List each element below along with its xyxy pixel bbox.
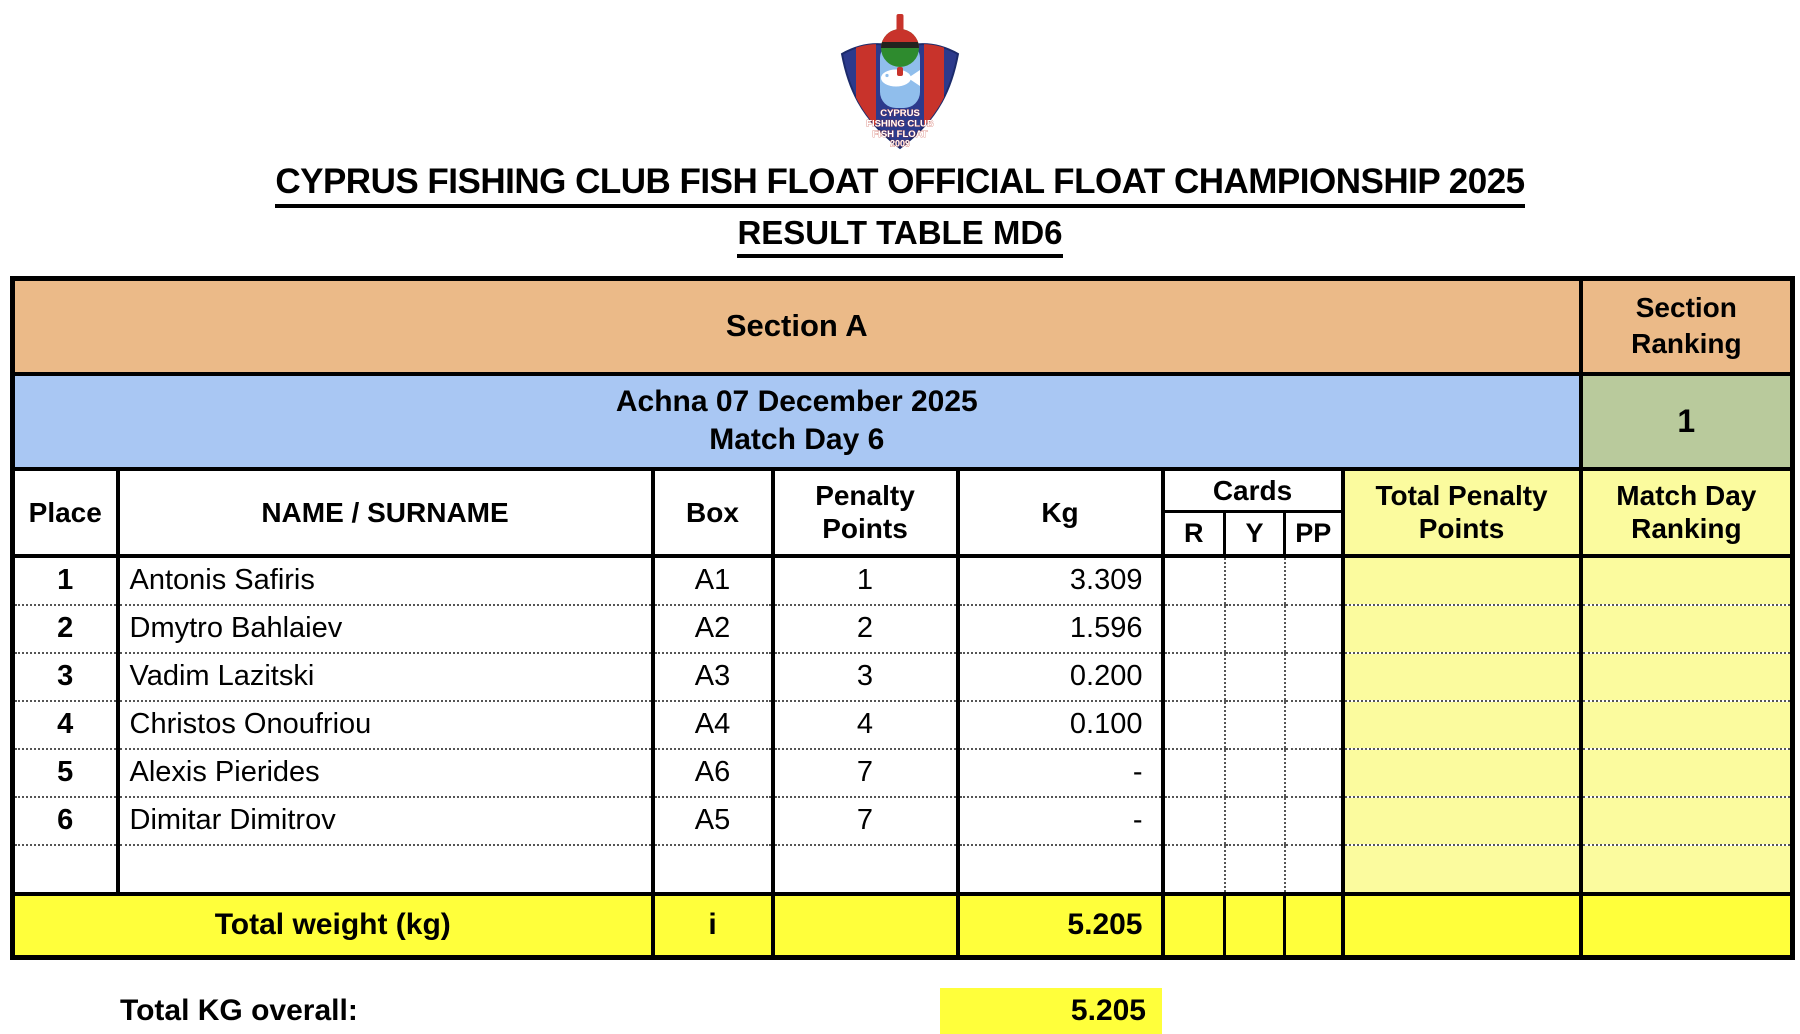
- name-cell: Dimitar Dimitrov: [118, 797, 653, 845]
- total-box-cell: i: [653, 894, 773, 958]
- card-pp-cell: [1285, 845, 1343, 894]
- svg-text:FISHING CLUB: FISHING CLUB: [866, 118, 934, 130]
- page-subtitle: [0, 214, 1800, 258]
- match-day-ranking-cell: [1581, 797, 1793, 845]
- total-card-r-cell: [1163, 894, 1225, 958]
- box-cell: A4: [653, 701, 773, 749]
- card-r-cell: [1163, 556, 1225, 605]
- overall-total-strip: [0, 988, 1800, 1034]
- total-card-y-cell: [1225, 894, 1285, 958]
- section-banner-row: [13, 279, 1793, 374]
- place-cell: 4: [13, 701, 118, 749]
- overall-total-value: 5.205: [940, 988, 1162, 1034]
- penalty-cell: 2: [773, 605, 958, 653]
- page-subtitle-text: RESULT TABLE MD6: [737, 214, 1062, 258]
- col-header-cards: Cards: [1163, 469, 1343, 512]
- match-day-ranking-cell: [1581, 653, 1793, 701]
- table-row-empty: [13, 845, 1793, 894]
- total-penalty-cell: [1343, 797, 1581, 845]
- card-r-cell: [1163, 605, 1225, 653]
- col-header-md-ranking: Match Day Ranking: [1581, 469, 1793, 556]
- name-cell: Christos Onoufriou: [118, 701, 653, 749]
- club-logo: [834, 12, 966, 152]
- match-day-ranking-cell: [1581, 556, 1793, 605]
- total-weight-row: [13, 894, 1793, 958]
- page-title: [0, 162, 1800, 208]
- penalty-cell: 7: [773, 797, 958, 845]
- card-pp-cell: [1285, 653, 1343, 701]
- penalty-cell: 1: [773, 556, 958, 605]
- total-penalty-cell: [1343, 701, 1581, 749]
- match-day-label: Match Day 6: [709, 423, 885, 456]
- table-row: [13, 701, 1793, 749]
- box-cell: A1: [653, 556, 773, 605]
- total-weight-label: Total weight (kg): [13, 894, 653, 958]
- place-cell: 5: [13, 749, 118, 797]
- card-y-cell: [1225, 556, 1285, 605]
- col-header-penalty: Penalty Points: [773, 469, 958, 556]
- total-penalty-points-cell: [773, 894, 958, 958]
- box-cell: A6: [653, 749, 773, 797]
- total-total-penalty-cell: [1343, 894, 1581, 958]
- card-r-cell: [1163, 701, 1225, 749]
- place-cell: 6: [13, 797, 118, 845]
- total-penalty-cell: [1343, 556, 1581, 605]
- card-pp-cell: [1285, 797, 1343, 845]
- penalty-cell: 4: [773, 701, 958, 749]
- table-row: [13, 605, 1793, 653]
- total-penalty-cell: [1343, 653, 1581, 701]
- card-pp-cell: [1285, 605, 1343, 653]
- box-cell: A3: [653, 653, 773, 701]
- kg-cell: [958, 845, 1163, 894]
- place-cell: 2: [13, 605, 118, 653]
- match-day-ranking-cell: [1581, 605, 1793, 653]
- kg-cell: 0.200: [958, 653, 1163, 701]
- card-r-cell: [1163, 653, 1225, 701]
- card-r-cell: [1163, 749, 1225, 797]
- kg-cell: 0.100: [958, 701, 1163, 749]
- card-pp-cell: [1285, 749, 1343, 797]
- col-header-card-y: Y: [1225, 512, 1285, 556]
- box-cell: [653, 845, 773, 894]
- total-penalty-cell: [1343, 749, 1581, 797]
- card-r-cell: [1163, 797, 1225, 845]
- name-cell: Antonis Safiris: [118, 556, 653, 605]
- card-y-cell: [1225, 605, 1285, 653]
- col-header-box: Box: [653, 469, 773, 556]
- match-day-ranking-cell: [1581, 701, 1793, 749]
- place-cell: 3: [13, 653, 118, 701]
- match-info: [13, 374, 1581, 469]
- card-y-cell: [1225, 701, 1285, 749]
- col-header-card-pp: PP: [1285, 512, 1343, 556]
- svg-text:FISH FLOAT: FISH FLOAT: [872, 129, 928, 140]
- name-cell: Alexis Pierides: [118, 749, 653, 797]
- card-y-cell: [1225, 797, 1285, 845]
- box-cell: A2: [653, 605, 773, 653]
- logo-container: [0, 0, 1800, 154]
- total-md-ranking-cell: [1581, 894, 1793, 958]
- total-penalty-cell: [1343, 605, 1581, 653]
- col-header-total-penalty: Total Penalty Points: [1343, 469, 1581, 556]
- match-day-ranking-cell: [1581, 749, 1793, 797]
- results-table: [10, 276, 1795, 960]
- name-cell: [118, 845, 653, 894]
- table-row: [13, 653, 1793, 701]
- svg-text:2009: 2009: [889, 138, 911, 149]
- col-header-card-r: R: [1163, 512, 1225, 556]
- penalty-cell: [773, 845, 958, 894]
- table-row: [13, 556, 1793, 605]
- section-label: Section A: [13, 279, 1581, 374]
- kg-cell: 1.596: [958, 605, 1163, 653]
- kg-cell: -: [958, 797, 1163, 845]
- name-cell: Vadim Lazitski: [118, 653, 653, 701]
- penalty-cell: 3: [773, 653, 958, 701]
- box-cell: A5: [653, 797, 773, 845]
- table-row: [13, 797, 1793, 845]
- col-header-name: NAME / SURNAME: [118, 469, 653, 556]
- kg-cell: 3.309: [958, 556, 1163, 605]
- card-y-cell: [1225, 749, 1285, 797]
- svg-text:CYPRUS: CYPRUS: [880, 108, 920, 119]
- card-y-cell: [1225, 845, 1285, 894]
- place-cell: 1: [13, 556, 118, 605]
- card-pp-cell: [1285, 556, 1343, 605]
- table-row: [13, 749, 1793, 797]
- total-kg-cell: 5.205: [958, 894, 1163, 958]
- overall-total-label: Total KG overall:: [120, 993, 358, 1027]
- col-header-kg: Kg: [958, 469, 1163, 556]
- card-r-cell: [1163, 845, 1225, 894]
- page-title-text: CYPRUS FISHING CLUB FISH FLOAT OFFICIAL FLOAT CHAMPIONSHIP 2025: [275, 162, 1524, 208]
- col-header-place: Place: [13, 469, 118, 556]
- match-day-ranking-cell: [1581, 845, 1793, 894]
- kg-cell: -: [958, 749, 1163, 797]
- total-penalty-cell: [1343, 845, 1581, 894]
- match-banner-row: [13, 374, 1793, 469]
- name-cell: Dmytro Bahlaiev: [118, 605, 653, 653]
- total-card-pp-cell: [1285, 894, 1343, 958]
- section-ranking-value: 1: [1581, 374, 1793, 469]
- card-y-cell: [1225, 653, 1285, 701]
- match-venue-date: Achna 07 December 2025: [615, 385, 978, 418]
- section-ranking-header: Section Ranking: [1581, 279, 1793, 374]
- place-cell: [13, 845, 118, 894]
- column-header-row: [13, 469, 1793, 512]
- card-pp-cell: [1285, 701, 1343, 749]
- penalty-cell: 7: [773, 749, 958, 797]
